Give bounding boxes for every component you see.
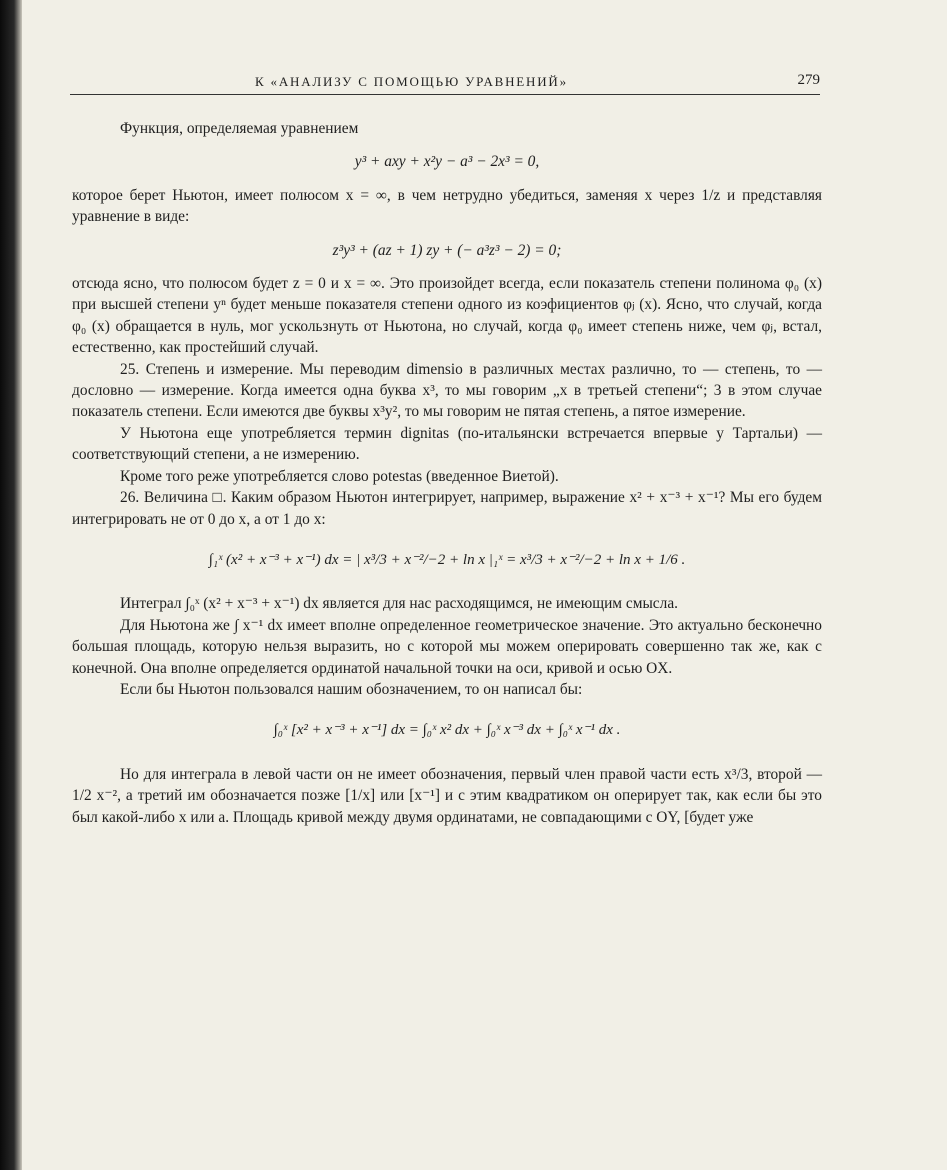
paragraph-box-notation: Но для интеграла в левой части он не имеет обозначения, первый член правой части есть x³/3, второй — 1/2 x⁻², а третий им обозначается позже [1/x] или [x⁻¹] и с этим квадратиком он оперирует так, как если бы это был какой-либо x или a. Площадь кривой между двумя ординатами, не совпадающими с OY, [будет уже (72, 765, 822, 826)
page-gutter-shadow (0, 0, 22, 1170)
page-header (70, 66, 820, 95)
paragraph-notation: Если бы Ньютон пользовался нашим обозначением, то он написал бы: (120, 680, 583, 698)
running-title: К «АНАЛИЗУ С ПОМОЩЬЮ УРАВНЕНИЙ» (255, 74, 568, 89)
paragraph-potestas: Кроме того реже употребляется слово potestas (введенное Виетой). (120, 467, 559, 485)
equation-integral-1-to-x: ∫₁ˣ (x² + x⁻³ + x⁻¹) dx = | x³/3 + x⁻²/−2 + ln x |₁ˣ = x³/3 + x⁻²/−2 + ln x + 1/6 . (208, 551, 686, 568)
paragraph-pole-conclusion: отсюда ясно, что полюсом будет z = 0 и x = ∞. Это произойдет всегда, если показатель степени полинома φ₀ (x) при высшей степени yⁿ будет меньше показателя степени одного из коэфициентов φⱼ (x). Ясно, что случай, когда φ₀ (x) обращается в нуль, мог ускользнуть от Ньютона, но случай, когда φ₀ имеет степень ниже, чем φⱼ, встал, естественно, как простейший случай. (72, 275, 822, 357)
equation-substituted: z³y³ + (az + 1) zy + (− a³z³ − 2) = 0; (332, 241, 562, 259)
equation-newton-function: y³ + axy + x²y − a³ − 2x³ = 0, (354, 153, 540, 171)
paragraph-geometric-meaning: Для Ньютона же ∫ x⁻¹ dx имеет вполне определенное геометрическое значение. Это актуально бесконечно большая площадь, которую нельзя выразить, но с которой мы можем оперировать совершенно так же, как с конечной. Она вполне определяется ординатой начальной точки на оси, кривой и осью OX. (72, 616, 822, 677)
page-body (72, 118, 822, 828)
paragraph-intro: Функция, определяемая уравнением (120, 120, 359, 137)
paragraph-section-26: 26. Величина □. Каким образом Ньютон интегрирует, например, выражение x² + x⁻³ + x⁻¹? Мы его будем интегрировать не от 0 до x, а от 1 до x: (72, 489, 822, 528)
paragraph-dignitas: У Ньютона еще употребляется термин dignitas (по-итальянски встречается впервые у Тартальи) — соответствующий степени, а не измерению. (72, 424, 822, 464)
page-number: 279 (797, 72, 820, 88)
paragraph-section-25: 25. Степень и измерение. Мы переводим dimensio в различных местах различно, то — степень, то — дословно — измерение. Когда имеется одна буква x³, то мы говорим „x в третьей степени“; 3 в этом случае показатель степени. Если имеются две буквы x³y², то мы говорим не пятая степень, а пятое измерение. (72, 360, 822, 421)
equation-integral-split: ∫₀ˣ [x² + x⁻³ + x⁻¹] dx = ∫₀ˣ x² dx + ∫₀ˣ x⁻³ dx + ∫₀ˣ x⁻¹ dx . (273, 722, 621, 739)
paragraph-divergent: Интеграл ∫₀ˣ (x² + x⁻³ + x⁻¹) dx является для нас расходящимся, не имеющим смысла. (120, 595, 678, 613)
paragraph-pole: которое берет Ньютон, имеет полюсом x = ∞, в чем нетрудно убедиться, заменяя x через 1/z и представляя уравнение в виде: (72, 186, 822, 226)
